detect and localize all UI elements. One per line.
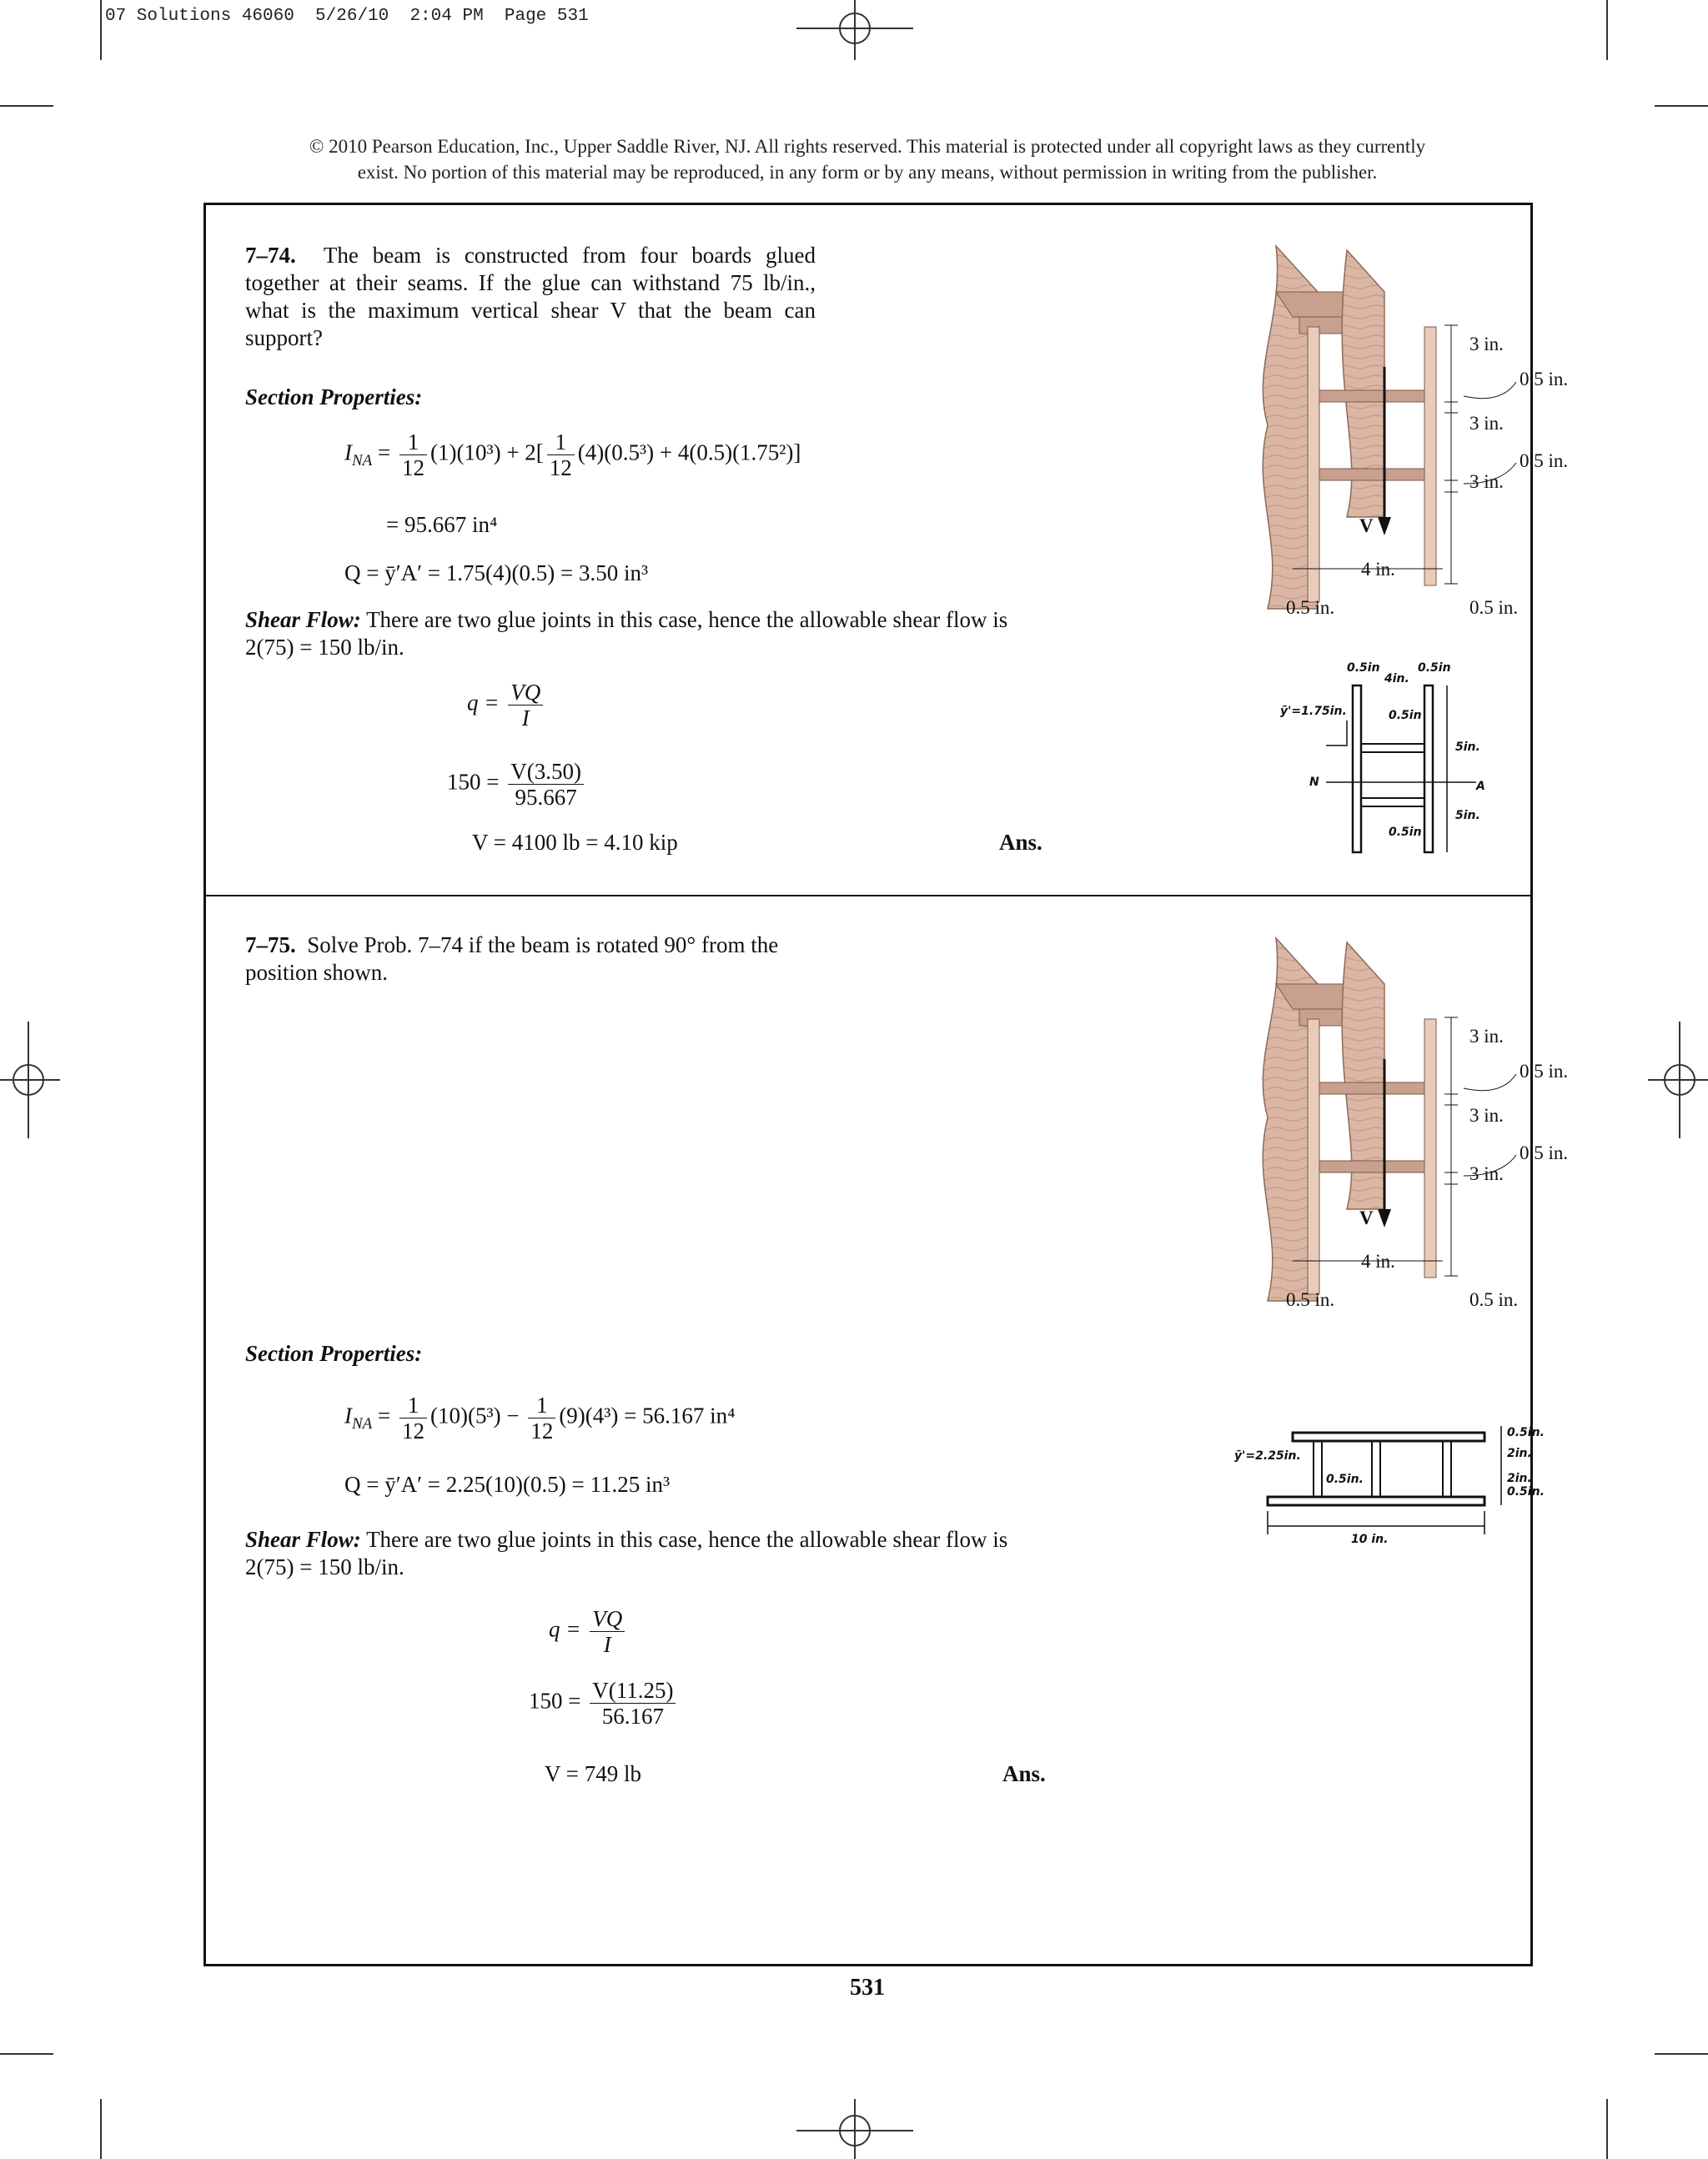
dim-3in-mid: 3 in. [1469,1105,1504,1126]
dim-0.5-left: 0.5 in. [1286,597,1335,618]
dim-0.5-upper: 0.5 in. [1520,369,1569,389]
shear-result: V = 749 lb [545,1761,641,1786]
problem-7-74-statement [245,242,816,352]
sketch-ybar: ȳ'=2.25in. [1234,1449,1301,1463]
problem-number: 7–75. [245,932,296,957]
ina-expression-2: (4)(0.5³) + 4(0.5)(1.75²)] [577,439,801,465]
vq-over-i: $\frac{VQ}{I}$ [508,680,543,731]
sketch-ybar: ȳ'=1.75in. [1280,705,1347,718]
ina-expression-2: (9)(4³) = 56.167 in⁴ [559,1403,736,1428]
v-fraction: $\frac{V(3.50)}{95.667}$ [508,759,584,810]
ina-expression: (10)(5³) − [430,1403,520,1428]
dim-0.5-right: 0.5 in. [1469,597,1519,618]
sketch-2in-a: 2in. [1507,1447,1532,1460]
crop-mark [1606,2099,1608,2159]
crop-mark [100,0,102,60]
sketch-0.5in-bot: 0.5in. [1507,1485,1545,1499]
sketch-inner: 0.5in [1389,709,1422,722]
fraction-one-twelfth: $\frac{1}{12}$ [547,429,575,480]
ina-subscript: NA [352,1415,373,1433]
v-label: V [1359,1208,1374,1228]
beam-figure-7-74 [1168,242,1569,625]
dim-0.5-lower: 0.5 in. [1520,450,1569,471]
sketch-10in: 10 in. [1351,1533,1389,1546]
registration-mark-left [0,1022,60,1138]
sketch-inner: 0.5in. [1326,1473,1364,1486]
q-lhs: q = [549,1616,581,1642]
problem-divider [203,895,1533,896]
first-moment-equation: Q = ȳ′A′ = 2.25(10)(0.5) = 11.25 in³ [344,1472,671,1497]
shear-flow-heading: Shear Flow: [245,1527,361,1552]
dim-4in: 4 in. [1361,559,1395,580]
registration-mark-right [1648,1022,1708,1138]
registration-mark-bottom [796,2099,913,2159]
fraction-one-twelfth: $\frac{1}{12}$ [399,1393,427,1444]
shear-flow-text: There are two glue joints in this case, hence the allowable shear flow is [366,607,1008,632]
dim-3in-top: 3 in. [1469,1026,1504,1047]
copyright-line-2: exist. No portion of this material may be reproduced, in any form or by any means, without permission in writing from the publisher. [357,162,1378,183]
section-properties-heading: Section Properties: [245,384,423,409]
sketch-n: N [1309,776,1319,789]
v-fraction: $\frac{V(11.25)}{56.167}$ [590,1678,676,1729]
shear-flow-text: There are two glue joints in this case, hence the allowable shear flow is [366,1527,1008,1552]
shear-result: V = 4100 lb = 4.10 kip [472,830,678,855]
dim-0.5-left: 0.5 in. [1286,1289,1335,1310]
cross-section-sketch-7-74 [1276,660,1518,861]
sketch-0.5in-top: 0.5in. [1507,1426,1545,1439]
dim-0.5-right: 0.5 in. [1469,1289,1519,1310]
shear-substitution [447,759,587,810]
crop-mark [0,2053,53,2055]
ina-expression: (1)(10³) + 2[ [430,439,544,465]
shear-flow-text-2: 2(75) = 150 lb/in. [245,635,404,660]
dim-3in-mid: 3 in. [1469,413,1504,434]
copyright-line-1: © 2010 Pearson Education, Inc., Upper Saddle River, NJ. All rights reserved. This material is protected under all copyright laws as they currently [309,136,1426,157]
crop-mark [1655,105,1708,107]
shear-substitution [529,1678,679,1729]
crop-mark [1655,2053,1708,2055]
moment-of-inertia-equation: $I_{NA}$ = $\frac{1}{12}$ (10)(5³) − $\frac{1}{12}$ (9)(4³) = 56.167 in⁴ [344,1393,736,1444]
answer-label: Ans. [1002,1761,1046,1786]
crop-mark [1606,0,1608,60]
problem-number: 7–74. [245,243,296,268]
section-properties-heading: Section Properties: [245,1341,423,1366]
q-lhs: q = [467,690,500,715]
ina-result: = 95.667 in⁴ [386,512,498,537]
fraction-one-twelfth: $\frac{1}{12}$ [399,429,427,480]
fraction-one-twelfth: $\frac{1}{12}$ [528,1393,555,1444]
problem-7-75-statement [245,931,816,987]
shear-flow-heading: Shear Flow: [245,607,361,632]
sketch-0.5in-left: 0.5in [1347,661,1380,675]
print-slug: 07 Solutions 46060 5/26/10 2:04 PM Page 531 [105,7,589,26]
page-number: 531 [850,1975,885,2001]
copyright-notice [242,133,1493,185]
shear-flow-text-2: 2(75) = 150 lb/in. [245,1554,404,1579]
v-label: V [1359,515,1374,536]
lhs-150: 150 = [447,769,500,795]
ina-symbol: I [344,1403,352,1428]
crop-mark [0,105,53,107]
lhs-150: 150 = [529,1688,581,1714]
shear-flow-formula [467,680,546,731]
dim-3in-top: 3 in. [1469,334,1504,354]
moment-of-inertia-equation: $I_{NA}$ = $\frac{1}{12}$ (1)(10³) + 2[ $\frac{1}{12}$ (4)(0.5³) + 4(0.5)(1.75²)] [344,429,801,480]
sketch-a: A [1476,780,1485,793]
vq-over-i: $\frac{VQ}{I}$ [590,1606,625,1657]
sketch-2in-b: 2in. [1507,1472,1532,1485]
sketch-inner-2: 0.5in [1389,826,1422,839]
sketch-0.5in-right: 0.5in [1418,661,1451,675]
dim-3in-bot: 3 in. [1469,1163,1504,1184]
answer-label: Ans. [999,830,1042,855]
shear-flow-paragraph [245,606,1079,661]
shear-flow-formula [549,1606,628,1657]
problem-text: The beam is constructed from four boards glued together at their seams. If the glue can withstand 75 lb/in., what is the maximum vertical shear V that the beam can support? [245,243,816,350]
shear-flow-paragraph [245,1526,1079,1581]
first-moment-equation: Q = ȳ′A′ = 1.75(4)(0.5) = 3.50 in³ [344,560,649,585]
cross-section-sketch-7-75 [1226,1418,1545,1551]
sketch-5in-bot: 5in. [1455,809,1480,822]
dim-0.5-upper: 0.5 in. [1520,1061,1569,1082]
beam-figure-7-75 [1168,934,1569,1318]
ina-subscript: NA [352,452,373,470]
ina-symbol: I [344,439,352,465]
registration-mark-top [796,0,913,60]
dim-3in-bot: 3 in. [1469,471,1504,492]
sketch-4in: 4in. [1384,672,1409,685]
crop-mark [100,2099,102,2159]
sketch-5in-top: 5in. [1455,741,1480,754]
dim-4in: 4 in. [1361,1251,1395,1272]
problem-text: Solve Prob. 7–74 if the beam is rotated 90° from the position shown. [245,932,779,985]
dim-0.5-lower: 0.5 in. [1520,1142,1569,1163]
